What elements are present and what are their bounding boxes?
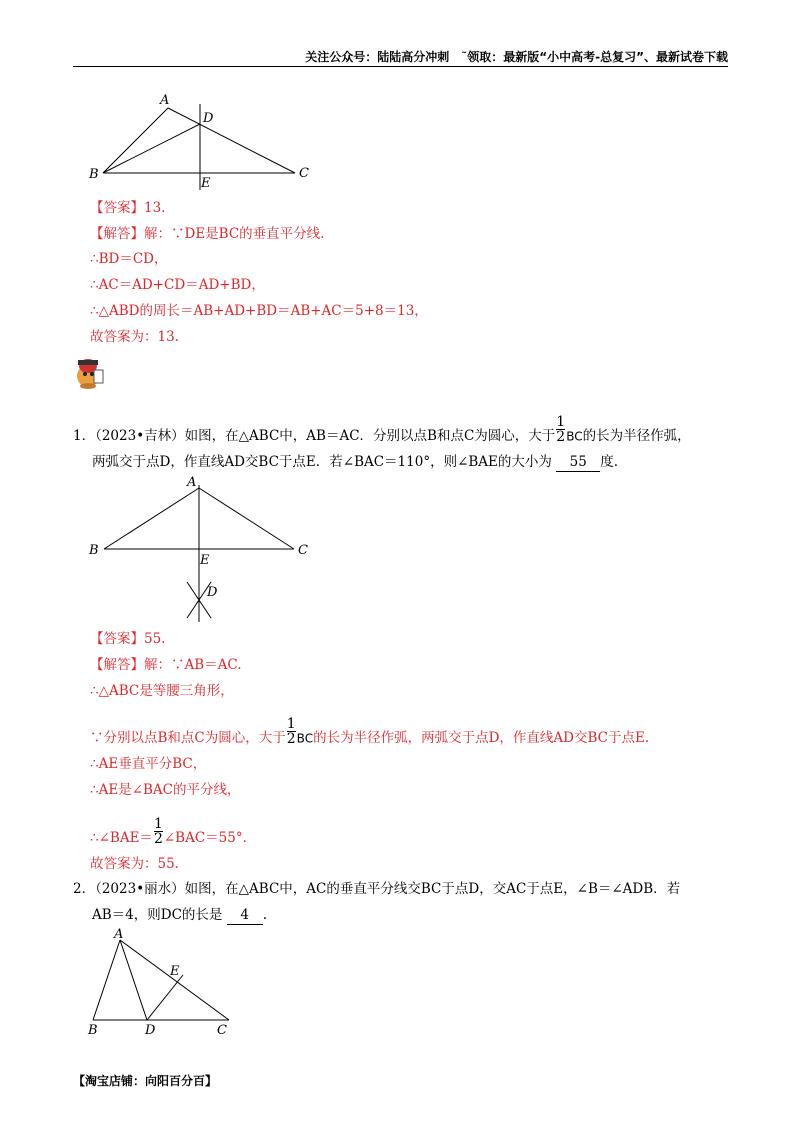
answer-0: 【答案】13. — [90, 200, 166, 216]
fig0-label-b: B — [89, 167, 99, 182]
solution-0-line-3: ∴AC＝AD+CD＝AD+BD， — [90, 277, 265, 293]
solution-0-line-4: ∴△ABD的周长＝AB+AD+BD＝AB+AC＝5+8＝13， — [90, 303, 428, 319]
fig1-label-c: C — [298, 543, 308, 558]
solution-1-fraction-2: $\frac{1}{2}$ — [153, 816, 163, 847]
solution-1-line-2: ∴△ABC是等腰三角形， — [90, 683, 234, 699]
solution-1-frac-var: BC — [296, 731, 314, 746]
question-1-text-d: 度. — [600, 454, 619, 470]
fig2-label-d: D — [145, 1023, 156, 1038]
question-1-number: 1． — [73, 428, 96, 444]
solution-1-text-d: ∠BAC＝55°. — [163, 830, 247, 846]
fig2-label-c: C — [217, 1023, 227, 1038]
fig2-label-a: A — [114, 927, 124, 942]
question-2-text-c: . — [262, 907, 268, 923]
fig0-label-e: E — [201, 176, 211, 191]
answer-1: 【答案】55. — [90, 631, 166, 647]
fig0-label-c: C — [299, 166, 309, 181]
question-1-text-a: （2023•吉林）如图，在△ABC中，AB＝AC．分别以点B和点C为圆心，大于 — [95, 428, 556, 444]
fig0-label-a: A — [160, 93, 170, 108]
fig1-label-a: A — [187, 475, 197, 490]
solution-1-text-c: ∴∠BAE＝ — [90, 830, 153, 846]
question-1-text-b: 的长为半径作弧， — [582, 428, 691, 444]
solution-1-text-b: 的长为半径作弧，两弧交于点D，作直线AD交BC于点E. — [313, 730, 650, 746]
solution-1-line-4: ∴AE垂直平分BC， — [90, 756, 207, 772]
fig1-label-b: B — [89, 543, 99, 558]
solution-1-line-1: 【解答】解：∵AB＝AC. — [90, 657, 242, 673]
solution-0-line-5: 故答案为：13. — [90, 329, 179, 345]
fig2-label-e: E — [170, 964, 180, 979]
question-1-answer-blank: 55 — [556, 453, 600, 472]
solution-1-line-5: ∴AE是∠BAC的平分线， — [90, 782, 241, 798]
question-1-frac-var: BC — [566, 429, 583, 444]
solution-1-text-a: ∵分别以点B和点C为圆心，大于 — [90, 730, 286, 746]
fig0-label-d: D — [203, 111, 214, 126]
fig1-label-e: E — [200, 553, 210, 568]
solution-0-line-1: 【解答】解：∵DE是BC的垂直平分线. — [90, 226, 325, 242]
solution-0-line-2: ∴BD＝CD， — [90, 251, 168, 267]
solution-1-line-7: 故答案为：55. — [90, 856, 179, 872]
question-2-text-b: AB＝4，则DC的长是 — [92, 907, 223, 923]
question-1-text-c: 两弧交于点D，作直线AD交BC于点E．若∠BAC＝110°，则∠BAE的大小为 — [92, 454, 552, 470]
question-2-text-a: （2023•丽水）如图，在△ABC中，AC的垂直平分线交BC于点D，交AC于点E，∠B＝∠ADB．若 — [95, 881, 681, 897]
page-footer: 【淘宝店铺：向阳百分百】 — [73, 1074, 218, 1088]
question-1-fraction: $\frac{1}{2}$ — [556, 414, 566, 445]
solution-1-fraction: $\frac{1}{2}$ — [286, 716, 296, 747]
question-2-answer-blank: 4 — [227, 906, 263, 925]
question-2-number: 2． — [73, 881, 96, 897]
fig2-label-b: B — [88, 1023, 98, 1038]
fig1-label-d: D — [207, 585, 218, 600]
page-header: 关注公众号：陆陆高分冲刺 ˜领取：最新版“小中高考-总复习”、最新试卷下载 — [305, 50, 728, 64]
